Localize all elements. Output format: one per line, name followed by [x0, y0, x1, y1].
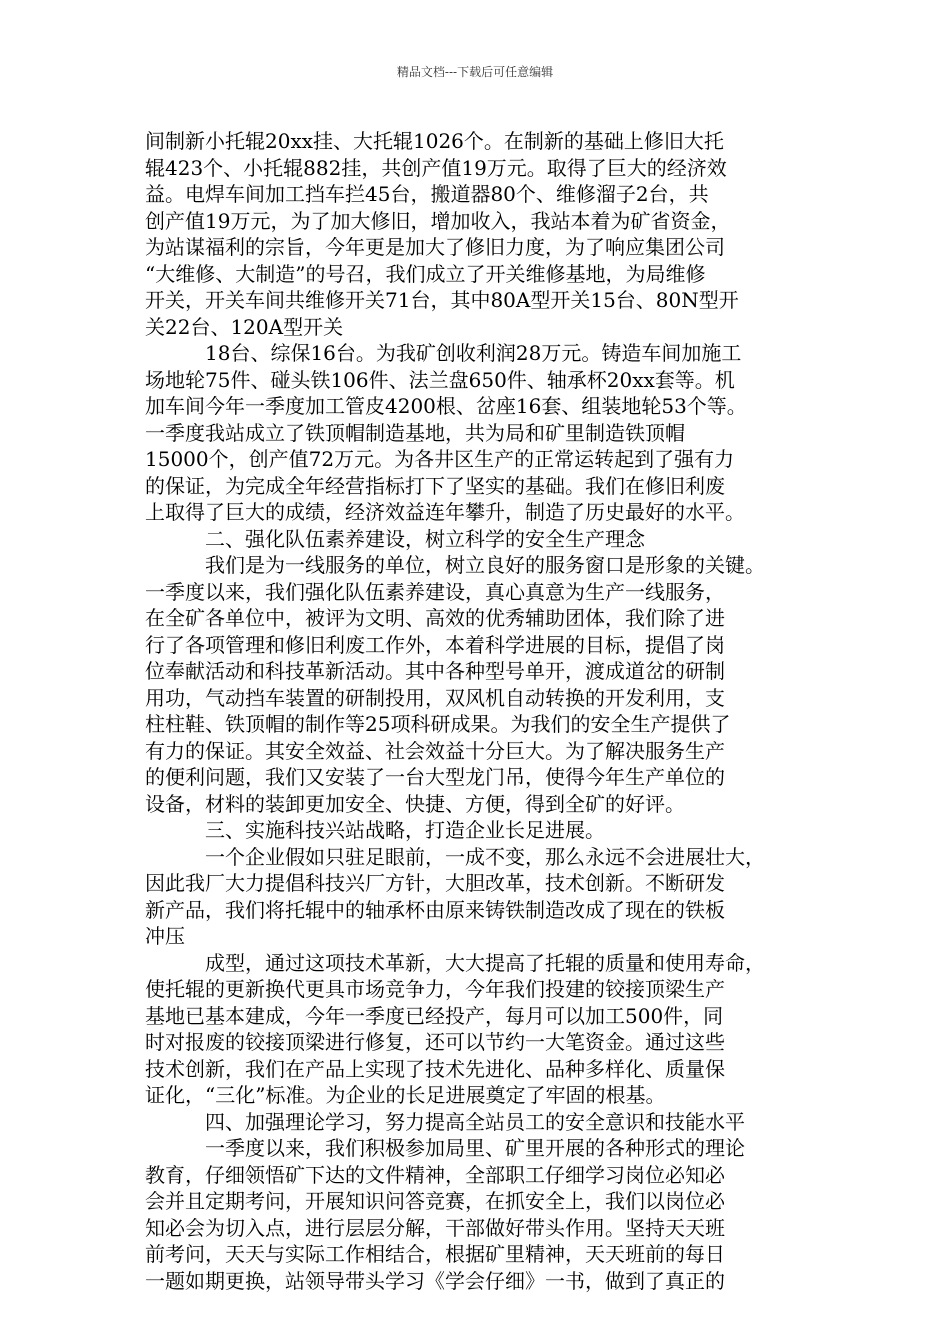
text-line: 前考问，天天与实际工作相结合，根据矿里精神，天天班前的每日 [145, 1242, 725, 1266]
text-line: 使托辊的更新换代更具市场竞争力，今年我们投建的铰接顶梁生产 [145, 977, 725, 1001]
text-line: 基地已基本建成，今年一季度已经投产，每月可以加工500件，同 [145, 1003, 724, 1028]
text-line: 技术创新，我们在产品上实现了技术先进化、品种多样化、质量保 [145, 1056, 725, 1081]
text-line: 知必会为切入点，进行层层分解，干部做好带头作用。坚持天天班 [145, 1215, 725, 1240]
text-line: 设备，材料的装卸更加安全、快捷、方便，得到全矿的好评。 [145, 791, 685, 816]
text-line: 的便利问题，我们又安装了一台大型龙门吊，使得今年生产单位的 [145, 765, 725, 789]
text-line: 二、强化队伍素养建设，树立科学的安全生产理念 [205, 526, 645, 551]
text-line: 一季度以来，我们积极参加局里、矿里开展的各种形式的理论 [205, 1136, 745, 1160]
document-body [145, 128, 815, 1294]
text-line: 一个企业假如只驻足眼前，一成不变，那么永远不会进展壮大， [205, 844, 765, 869]
text-line: 位奉献活动和科技革新活动。其中各种型号单开，渡成道岔的研制 [145, 659, 725, 683]
text-line: 一季度以来，我们强化队伍素养建设，真心真意为生产一线服务， [145, 579, 725, 604]
text-line: 成型，通过这项技术革新，大大提高了托辊的质量和使用寿命， [205, 950, 765, 975]
text-line: 用功，气动挡车装置的研制投用，双风机自动转换的开发利用，支 [145, 685, 725, 710]
text-line: 辊423个、小托辊882挂，共创产值19万元。取得了巨大的经济效 [145, 155, 727, 180]
text-line: 我们是为一线服务的单位，树立良好的服务窗口是形象的关键。 [205, 553, 765, 577]
text-line: 会并且定期考问，开展知识问答竞赛，在抓安全上，我们以岗位必 [145, 1189, 725, 1213]
text-line: 益。电焊车间加工挡车拦45台，搬道器80个、维修溜子2台，共 [145, 182, 709, 206]
text-line: “大维修、大制造”的号召，我们成立了开关维修基地，为局维修 [145, 261, 706, 286]
text-line: 教育，仔细领悟矿下达的文件精神，全部职工仔细学习岗位必知必 [145, 1162, 725, 1187]
page-header: 精品文档---下载后可任意编辑 [396, 65, 554, 79]
text-line: 18台、综保16台。为我矿创收利润28万元。铸造车间加施工 [205, 341, 742, 365]
text-line: 时对报废的铰接顶梁进行修复，还可以节约一大笔资金。通过这些 [145, 1030, 725, 1054]
text-line: 四、加强理论学习，努力提高全站员工的安全意识和技能水平 [205, 1109, 745, 1134]
text-line: 因此我厂大力提倡科技兴厂方针，大胆改革，技术创新。不断研发 [145, 871, 725, 895]
text-line: 上取得了巨大的成绩，经济效益连年攀升，制造了历史最好的水平。 [145, 500, 745, 524]
text-line: 开关，开关车间共维修开关71台，其中80A型开关15台、80N型开 [145, 288, 739, 312]
text-line: 的保证，为完成全年经营指标打下了坚实的基础。我们在修旧利废 [145, 473, 725, 498]
text-line: 15000个，创产值72万元。为各井区生产的正常运转起到了强有力 [145, 447, 735, 471]
text-line: 加车间今年一季度加工管皮4200根、岔座16套、组装地轮53个等。 [145, 394, 747, 418]
text-line: 为站谋福利的宗旨，今年更是加大了修旧力度，为了响应集团公司 [145, 235, 725, 259]
text-line: 冲压 [145, 924, 185, 948]
text-line: 有力的保证。其安全效益、社会效益十分巨大。为了解决服务生产 [145, 738, 725, 763]
text-line: 行了各项管理和修旧利废工作外，本着科学进展的目标，提倡了岗 [145, 632, 725, 657]
text-line: 证化，“三化”标准。为企业的长足进展奠定了牢固的根基。 [145, 1083, 666, 1107]
text-line: 在全矿各单位中，被评为文明、高效的优秀辅助团体，我们除了进 [145, 606, 725, 630]
text-line: 关22台、120A型开关 [145, 314, 344, 339]
text-line: 场地轮75件、碰头铁106件、法兰盘650件、轴承杯20xx套等。机 [145, 367, 735, 392]
text-line: 创产值19万元，为了加大修旧，增加收入，我站本着为矿省资金， [145, 208, 731, 233]
text-line: 一季度我站成立了铁顶帽制造基地，共为局和矿里制造铁顶帽 [145, 420, 685, 445]
text-line: 三、实施科技兴站战略，打造企业长足进展。 [205, 818, 605, 842]
text-line: 柱柱鞋、铁顶帽的制作等25项科研成果。为我们的安全生产提供了 [145, 712, 731, 736]
text-line: 新产品，我们将托辊中的轴承杯由原来铸铁制造改成了现在的铁板 [145, 897, 725, 922]
text-line: 一题如期更换，站领导带头学习《学会仔细》一书，做到了真正的 [145, 1268, 725, 1293]
text-line: 间制新小托辊20xx挂、大托辊1026个。在制新的基础上修旧大托 [145, 129, 724, 153]
